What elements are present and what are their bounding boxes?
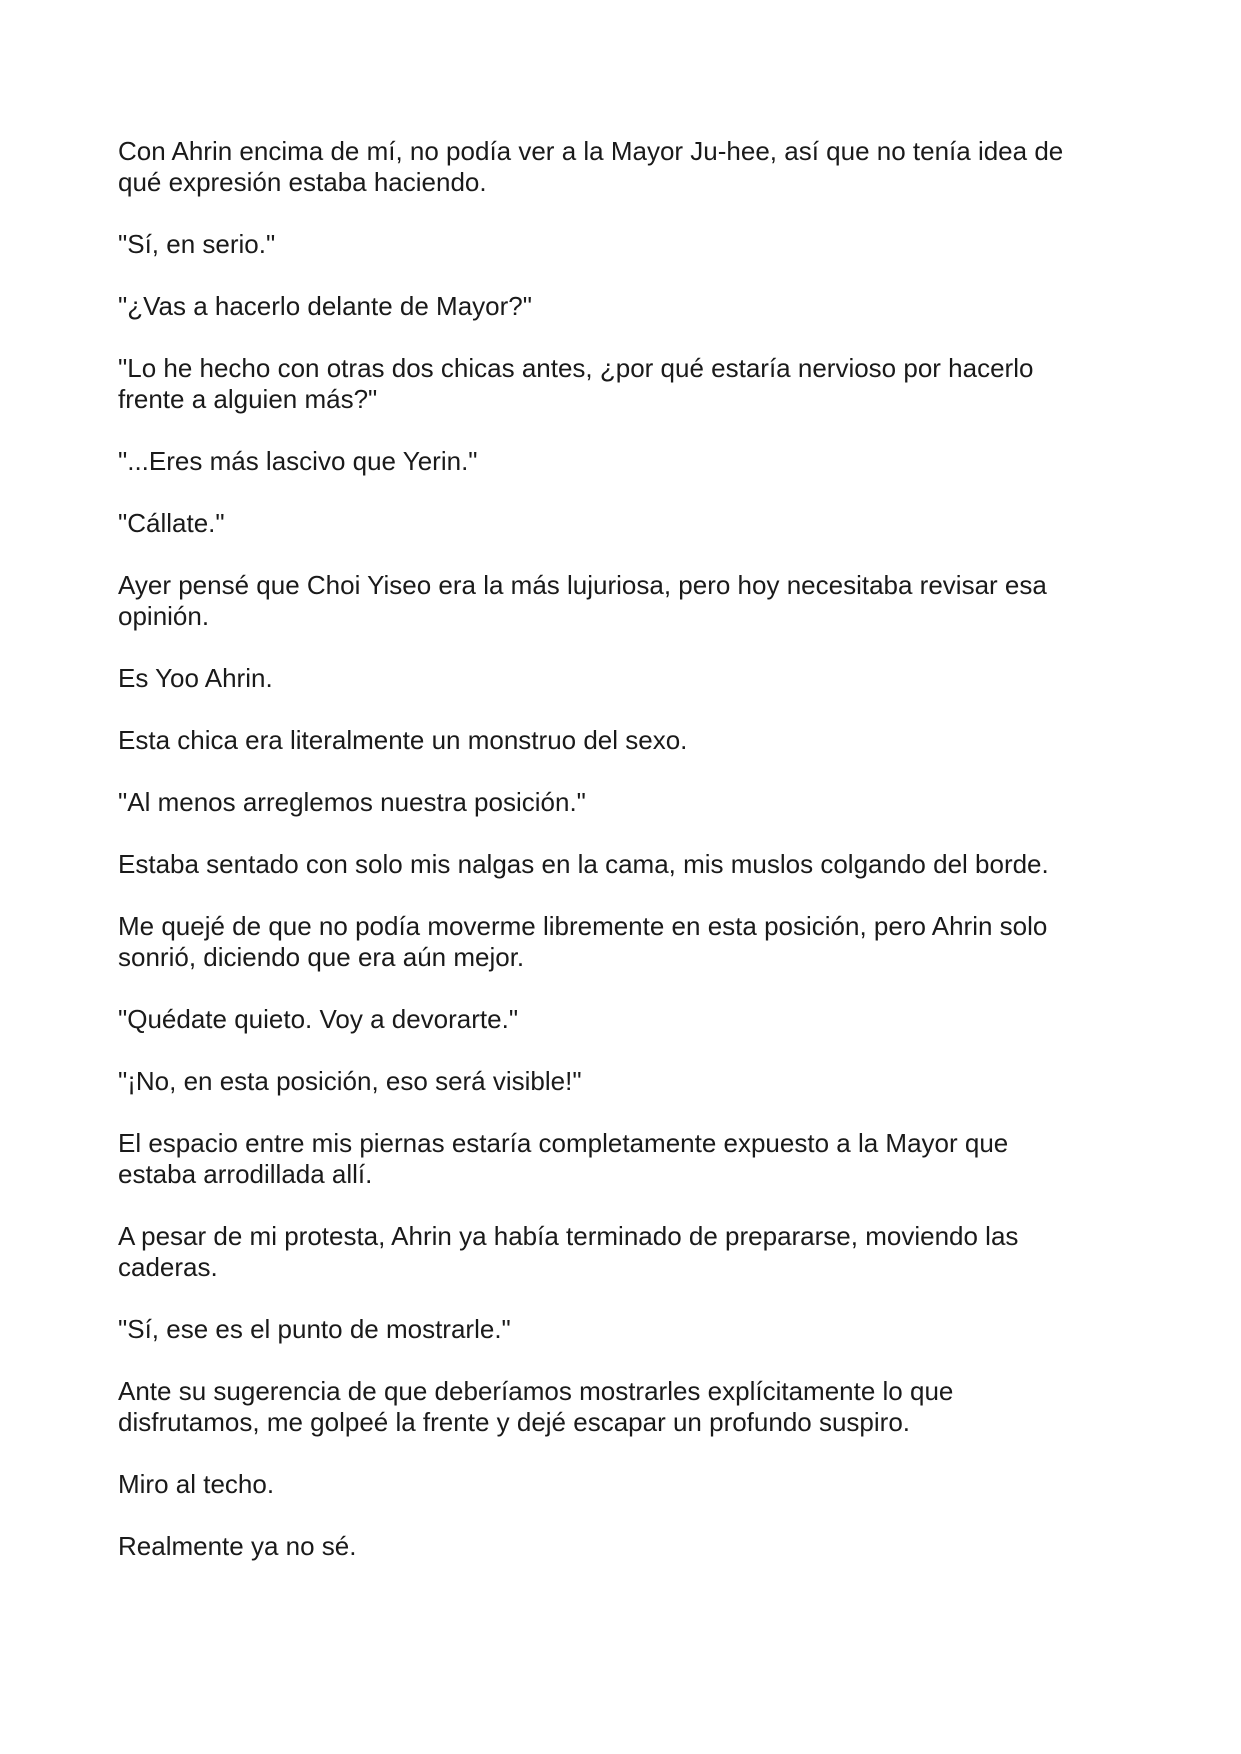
paragraph-15: El espacio entre mis piernas estaría completamente expuesto a la Mayor que estaba arrodillada allí. <box>118 1128 1009 1189</box>
paragraph-11: Estaba sentado con solo mis nalgas en la cama, mis muslos colgando del borde. <box>118 849 1049 879</box>
paragraph-9: Esta chica era literalmente un monstruo del sexo. <box>118 725 688 755</box>
paragraph-20: Realmente ya no sé. <box>118 1531 357 1561</box>
paragraph-6: "Cállate." <box>118 508 225 538</box>
paragraph-3: "¿Vas a hacerlo delante de Mayor?" <box>118 291 532 321</box>
paragraph-18: Ante su sugerencia de que deberíamos mostrarles explícitamente lo que disfrutamos, me golpeé la frente y dejé escapar un profundo suspiro. <box>118 1376 954 1437</box>
paragraph-2: "Sí, en serio." <box>118 229 276 259</box>
paragraph-16: A pesar de mi protesta, Ahrin ya había terminado de prepararse, moviendo las caderas. <box>118 1221 1019 1282</box>
document-page <box>118 136 1128 1593</box>
paragraph-19: Miro al techo. <box>118 1469 275 1499</box>
paragraph-8: Es Yoo Ahrin. <box>118 663 273 693</box>
paragraph-10: "Al menos arreglemos nuestra posición." <box>118 787 586 817</box>
paragraph-17: "Sí, ese es el punto de mostrarle." <box>118 1314 511 1344</box>
paragraph-5: "...Eres más lascivo que Yerin." <box>118 446 478 476</box>
paragraph-13: "Quédate quieto. Voy a devorarte." <box>118 1004 519 1034</box>
paragraph-4: "Lo he hecho con otras dos chicas antes, ¿por qué estaría nervioso por hacerlo frente a alguien más?" <box>118 353 1034 414</box>
paragraph-1: Con Ahrin encima de mí, no podía ver a la Mayor Ju-hee, así que no tenía idea de qué expresión estaba haciendo. <box>118 136 1064 197</box>
paragraph-12: Me quejé de que no podía moverme libremente en esta posición, pero Ahrin solo sonrió, diciendo que era aún mejor. <box>118 911 1048 972</box>
paragraph-7: Ayer pensé que Choi Yiseo era la más lujuriosa, pero hoy necesitaba revisar esa opinión. <box>118 570 1047 631</box>
paragraph-14: "¡No, en esta posición, eso será visible!" <box>118 1066 582 1096</box>
